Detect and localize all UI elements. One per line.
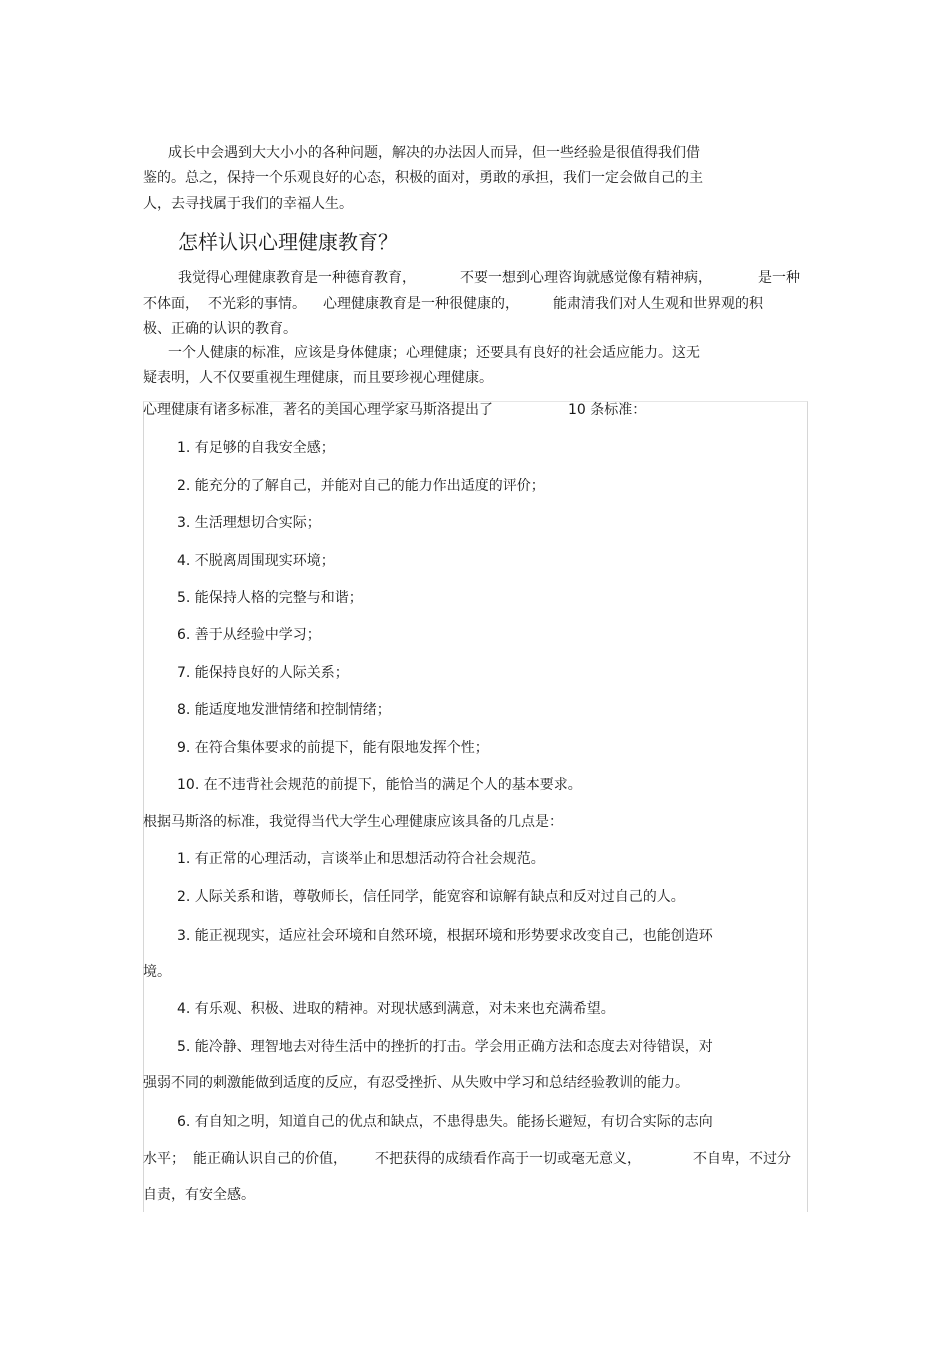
section-heading: 怎样认识心理健康教育？ bbox=[178, 230, 398, 254]
intro-line-2: 鉴的。总之，保持一个乐观良好的心态，积极的面对，勇敢的承担，我们一定会做自己的主 bbox=[143, 170, 703, 186]
para1-line1-part3: 是一种 bbox=[758, 270, 800, 286]
standard-item: 6. 善于从经验中学习； bbox=[177, 627, 321, 643]
para1-line2-part1: 不体面， bbox=[143, 296, 199, 312]
intro-line-3: 人，去寻找属于我们的幸福人生。 bbox=[143, 196, 353, 212]
standard-item: 3. 生活理想切合实际； bbox=[177, 515, 321, 531]
student-point-1: 1. 有正常的心理活动，言谈举止和思想活动符合社会规范。 bbox=[177, 851, 545, 867]
student-point-6-cont-part2: 能正确认识自己的价值， bbox=[193, 1151, 347, 1167]
para1-line3: 极、正确的认识的教育。 bbox=[143, 321, 297, 337]
student-point-3: 3. 能正视现实，适应社会环境和自然环境，根据环境和形势要求改变自己，也能创造环 bbox=[177, 928, 713, 944]
standard-item: 5. 能保持人格的完整与和谐； bbox=[177, 590, 363, 606]
student-point-5: 5. 能冷静、理智地去对待生活中的挫折的打击。学会用正确方法和态度去对待错误，对 bbox=[177, 1039, 713, 1055]
student-point-4: 4. 有乐观、积极、进取的精神。对现状感到满意，对未来也充满希望。 bbox=[177, 1001, 615, 1017]
para1-line2-part4: 能肃清我们对人生观和世界观的积 bbox=[553, 296, 763, 312]
intro-line-1: 成长中会遇到大大小小的各种问题，解决的办法因人而异，但一些经验是很值得我们借 bbox=[168, 145, 700, 161]
student-point-3-cont: 境。 bbox=[143, 964, 171, 980]
para1-line2-part3: 心理健康教育是一种很健康的， bbox=[323, 296, 519, 312]
para1-line1-part2: 不要一想到心理咨询就感觉像有精神病， bbox=[460, 270, 712, 286]
standard-item: 9. 在符合集体要求的前提下，能有限地发挥个性； bbox=[177, 740, 489, 756]
standard-item: 10. 在不违背社会规范的前提下，能恰当的满足个人的基本要求。 bbox=[177, 777, 582, 793]
standard-item: 8. 能适度地发泄情绪和控制情绪； bbox=[177, 702, 391, 718]
student-intro: 根据马斯洛的标准，我觉得当代大学生心理健康应该具备的几点是： bbox=[143, 814, 563, 830]
para2-line1: 一个人健康的标准，应该是身体健康；心理健康；还要具有良好的社会适应能力。这无 bbox=[168, 345, 700, 361]
standards-intro-part2: 10 条标准： bbox=[568, 402, 647, 418]
student-point-5-cont: 强弱不同的刺激能做到适度的反应，有忍受挫折、从失败中学习和总结经验教训的能力。 bbox=[143, 1075, 689, 1091]
student-point-2: 2. 人际关系和谐，尊敬师长，信任同学，能宽容和谅解有缺点和反对过自己的人。 bbox=[177, 889, 685, 905]
student-point-6-cont-part3: 不把获得的成绩看作高于一切或毫无意义， bbox=[375, 1151, 641, 1167]
student-point-6-cont-2: 自责，有安全感。 bbox=[143, 1187, 255, 1203]
para1-line2-part2: 不光彩的事情。 bbox=[208, 296, 306, 312]
standard-item: 7. 能保持良好的人际关系； bbox=[177, 665, 349, 681]
standard-item: 4. 不脱离周围现实环境； bbox=[177, 553, 335, 569]
standard-item: 2. 能充分的了解自己，并能对自己的能力作出适度的评价； bbox=[177, 478, 545, 494]
student-point-6: 6. 有自知之明，知道自己的优点和缺点，不患得患失。能扬长避短，有切合实际的志向 bbox=[177, 1114, 713, 1130]
para2-line2: 疑表明，人不仅要重视生理健康，而且要珍视心理健康。 bbox=[143, 370, 493, 386]
standards-intro-part1: 心理健康有诸多标准，著名的美国心理学家马斯洛提出了 bbox=[143, 402, 493, 418]
standard-item: 1. 有足够的自我安全感； bbox=[177, 440, 335, 456]
student-point-6-cont-part4: 不自卑，不过分 bbox=[693, 1151, 791, 1167]
student-point-6-cont-part1: 水平； bbox=[143, 1151, 185, 1167]
para1-line1-part1: 我觉得心理健康教育是一种德育教育， bbox=[178, 270, 416, 286]
